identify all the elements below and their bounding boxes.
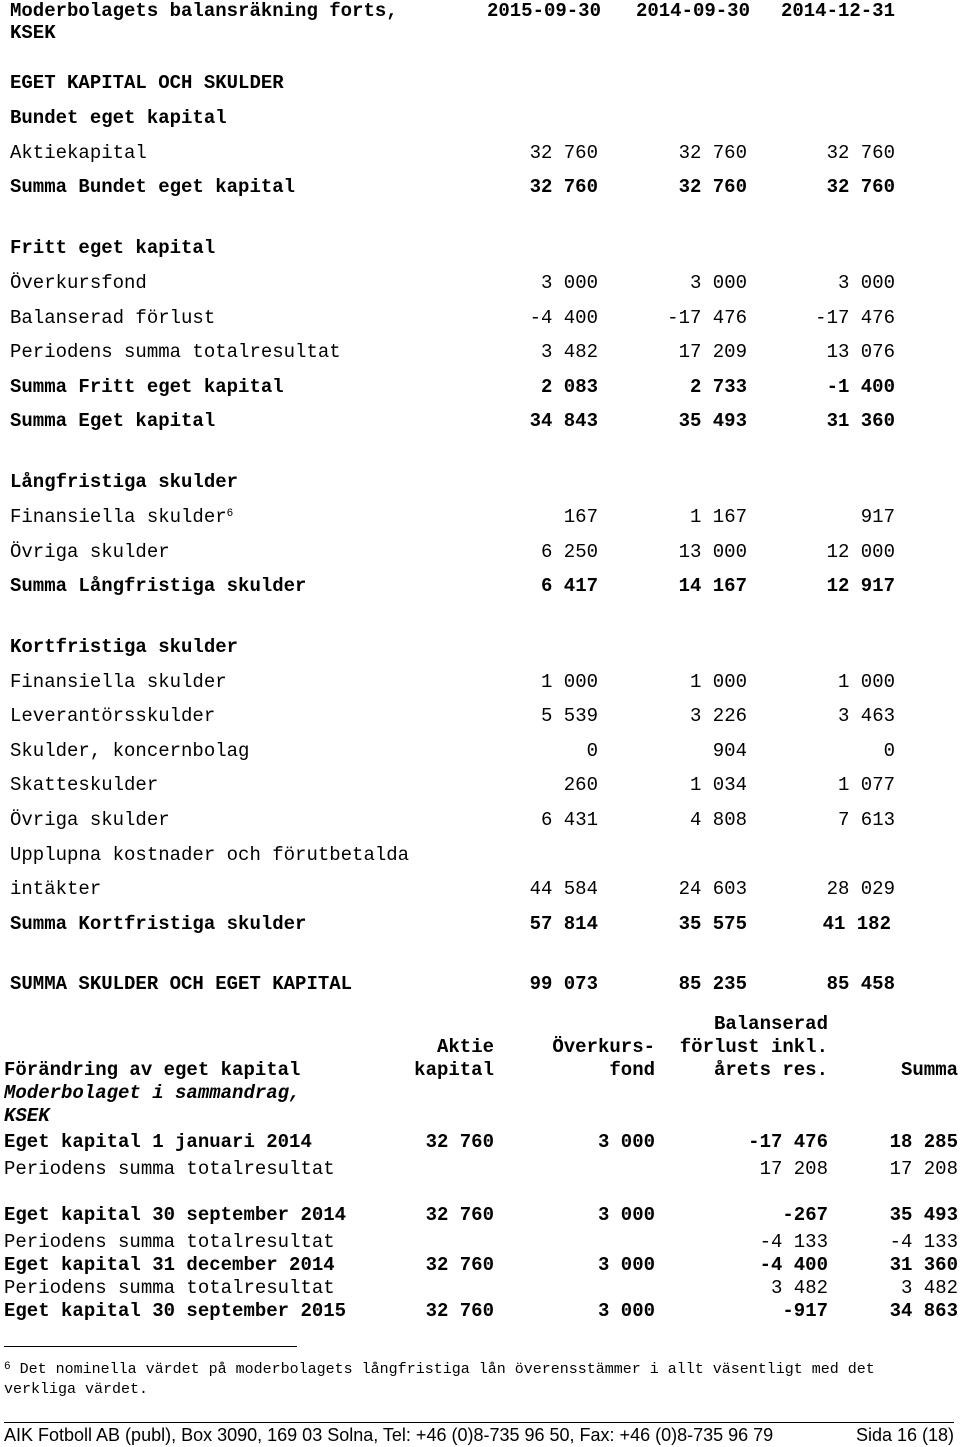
equity-header-line1: Aktie Överkurs- förlust inkl.: [436, 1036, 828, 1058]
sum-row-equity: Summa Eget kapital 34 843 35 493 31 360: [10, 410, 895, 432]
header-col-2015-09-30: 2015-09-30: [486, 0, 601, 22]
equity-unit: KSEK: [4, 1105, 50, 1127]
table-row: Skatteskulder 260 1 034 1 077: [10, 774, 895, 796]
subsection-langfristiga: Långfristiga skulder: [10, 471, 239, 493]
footer-address: AIK Fotboll AB (publ), Box 3090, 169 03 Solna, Tel: +46 (0)8-735 96 50, Fax: +46 (0)8-735 96 79: [4, 1425, 774, 1445]
equity-row: Periodens summa totalresultat -4 133 -4 133: [4, 1231, 958, 1253]
header-unit: KSEK: [10, 22, 56, 44]
equity-row: Eget kapital 31 december 2014 32 760 3 000 -4 400 31 360: [4, 1254, 958, 1276]
equity-subtitle: Moderbolaget i sammandrag,: [4, 1082, 301, 1104]
equity-row: Periodens summa totalresultat 17 208 17 208: [4, 1158, 958, 1180]
sum-row: Summa Långfristiga skulder 6 417 14 167 12 917: [10, 575, 895, 597]
grand-total-row: SUMMA SKULDER OCH EGET KAPITAL 99 073 85 235 85 458: [10, 973, 895, 995]
table-row: Skulder, koncernbolag 0 904 0: [10, 740, 895, 762]
subsection-fritt: Fritt eget kapital: [10, 237, 216, 259]
page-number: Sida 16 (18): [855, 1425, 954, 1445]
subsection-bundet: Bundet eget kapital: [10, 107, 227, 129]
equity-row: Eget kapital 1 januari 2014 32 760 3 000 -17 476 18 285: [4, 1131, 958, 1153]
table-row: Finansiella skulder$^6$ 167 1 167 917: [10, 506, 895, 528]
equity-row: Periodens summa totalresultat 3 482 3 482: [4, 1277, 958, 1299]
footnote-ref: 6: [226, 508, 234, 520]
footnote-divider: [4, 1346, 297, 1347]
header-col-2014-09-30: 2014-09-30: [635, 0, 750, 22]
table-row: Övriga skulder 6 431 4 808 7 613: [10, 809, 895, 831]
table-row: intäkter 44 584 24 603 28 029: [10, 878, 895, 900]
footnote: $^6$ Det nominella värdet på moderbolagets långfristiga lån överensstämmer i allt väsentligt med det verkliga värdet.: [4, 1361, 875, 1398]
header-title: Moderbolagets balansräkning forts,: [10, 0, 398, 22]
equity-header-line0: Balanserad: [713, 1013, 828, 1035]
sum-row: Summa Fritt eget kapital 2 083 2 733 -1 400: [10, 376, 895, 398]
table-row: Aktiekapital 32 760 32 760 32 760: [10, 142, 895, 164]
section-title: EGET KAPITAL OCH SKULDER: [10, 72, 284, 94]
sum-row: Summa Bundet eget kapital 32 760 32 760 32 760: [10, 176, 895, 198]
equity-row: Eget kapital 30 september 2014 32 760 3 000 -267 35 493: [4, 1204, 958, 1226]
equity-row: Eget kapital 30 september 2015 32 760 3 000 -917 34 863: [4, 1300, 958, 1322]
table-row: Överkursfond 3 000 3 000 3 000: [10, 272, 895, 294]
page-footer: [4, 1422, 954, 1447]
table-row: Periodens summa totalresultat 3 482 17 209 13 076: [10, 341, 895, 363]
footnote-number: 6: [4, 1361, 11, 1373]
sum-row: Summa Kortfristiga skulder 57 814 35 575 41 182: [10, 913, 891, 935]
equity-header-line2: Förändring av eget kapital kapital fond årets res. Summa: [4, 1059, 958, 1081]
table-row: Balanserad förlust -4 400 -17 476 -17 476: [10, 307, 895, 329]
equity-title: Förändring av eget kapital: [4, 1059, 301, 1081]
table-row: Övriga skulder 6 250 13 000 12 000: [10, 541, 895, 563]
table-row: Upplupna kostnader och förutbetalda: [10, 844, 410, 866]
table-row: Leverantörsskulder 5 539 3 226 3 463: [10, 705, 895, 727]
subsection-kortfristiga: Kortfristiga skulder: [10, 636, 239, 658]
table-row: Finansiella skulder 1 000 1 000 1 000: [10, 671, 895, 693]
header-col-2014-12-31: 2014-12-31: [780, 0, 895, 22]
